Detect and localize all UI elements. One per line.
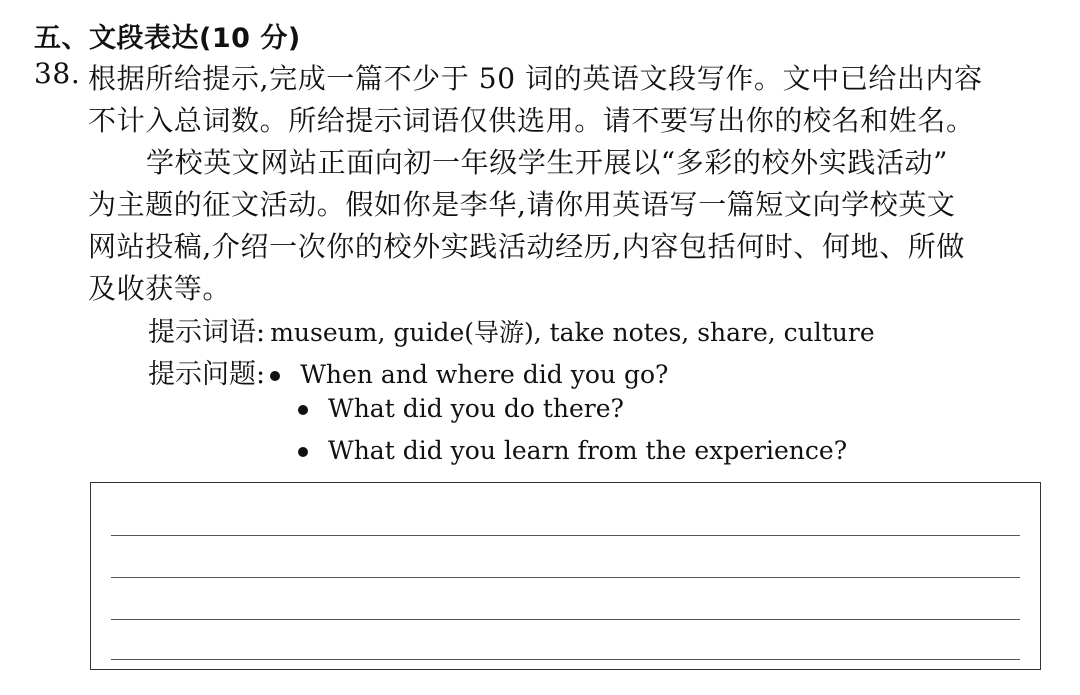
- answer-line: [111, 535, 1020, 536]
- hint-question-1: When and where did you go?: [300, 360, 669, 389]
- instruction-line-1: 根据所给提示,完成一篇不少于 50 词的英语文段写作。文中已给出内容: [88, 62, 983, 95]
- hint-questions-row-3: [298, 436, 847, 465]
- bullet-icon: [298, 447, 308, 457]
- scenario-line-4: 及收获等。: [88, 272, 232, 305]
- hint-question-2: What did you do there?: [328, 394, 624, 423]
- answer-box[interactable]: [90, 482, 1041, 670]
- answer-line: [111, 659, 1020, 660]
- hint-words-row: [148, 310, 875, 349]
- hint-questions-row-1: [148, 352, 668, 391]
- answer-line: [111, 577, 1020, 578]
- bullet-icon: [270, 371, 280, 381]
- answer-line: [111, 619, 1020, 620]
- scenario-line-3: 网站投稿,介绍一次你的校外实践活动经历,内容包括何时、何地、所做: [88, 230, 966, 263]
- hint-questions-row-2: [298, 394, 624, 423]
- hint-questions-label: 提示问题:: [148, 359, 266, 390]
- instruction-line-2: 不计入总词数。所给提示词语仅供选用。请不要写出你的校名和姓名。: [88, 104, 975, 137]
- hint-words-label: 提示词语:: [148, 317, 266, 348]
- bullet-icon: [298, 405, 308, 415]
- hint-words: museum, guide(导游), take notes, share, culture: [270, 318, 875, 347]
- section-title: 五、文段表达(10 分): [34, 23, 301, 54]
- scenario-line-1: 学校英文网站正面向初一年级学生开展以“多彩的校外实践活动”: [146, 146, 949, 179]
- question-number: 38.: [34, 57, 81, 90]
- scenario-line-2: 为主题的征文活动。假如你是李华,请你用英语写一篇短文向学校英文: [88, 188, 956, 221]
- hint-question-3: What did you learn from the experience?: [328, 436, 848, 465]
